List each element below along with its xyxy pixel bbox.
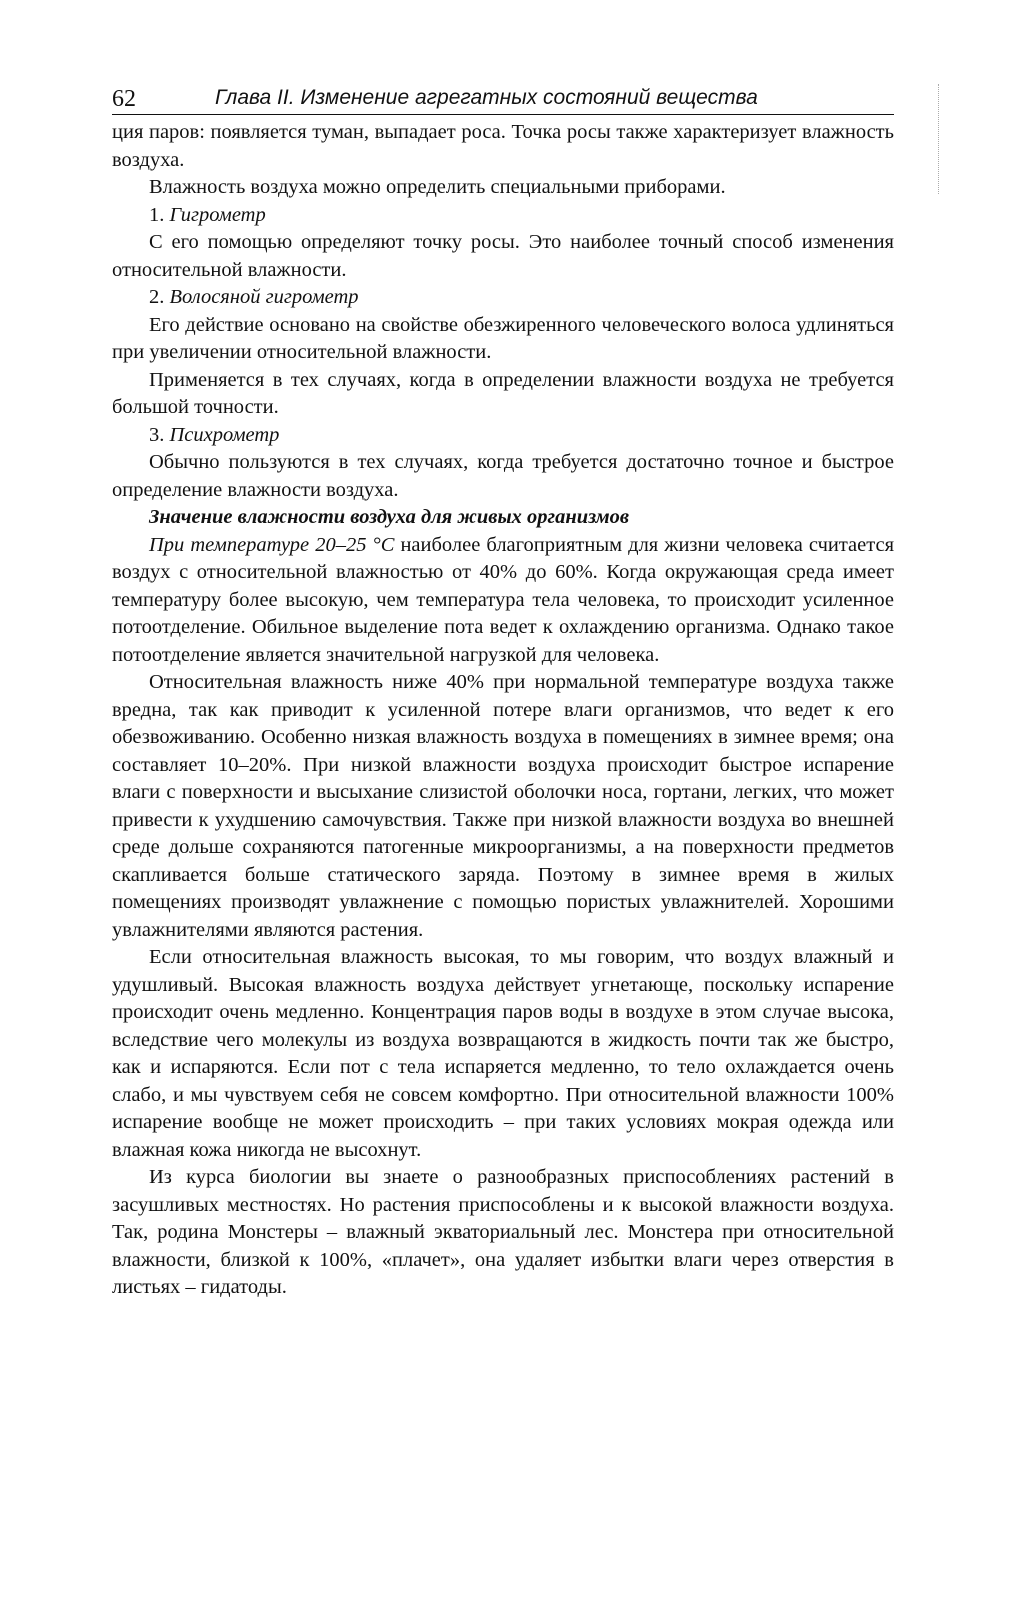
page-number: 62 <box>112 86 136 112</box>
paragraph: ция паров: появляется туман, выпадает роса. Точка росы также характеризует влажность воздуха. <box>112 121 894 171</box>
paragraph: Из курса биологии вы знаете о разнообразных приспособлениях растений в засушливых местностях. Но растения приспособлены и к высокой влажности воздуха. Так, родина Монстеры – влажный экваториальный лес. Монстера при относительной влажности, близкой к 100%, «плачет», она удаляет избытки влаги через отверстия в листьях – гидатоды. <box>112 1166 894 1298</box>
paragraph: Относительная влажность ниже 40% при нормальной температуре воздуха также вредна, так как приводит к усиленной потере влаги организмов, что ведет к его обезвоживанию. Особенно низкая влажность воздуха в помещениях в зимнее время; она составляет 10–20%. При низкой влажности воздуха происходит быстрое испарение влаги с поверхности и высыхание слизистой оболочки носа, гортани, легких, что может привести к ухудшению самочувствия. Также при низкой влажности воздуха во внешней среде дольше сохраняются патогенные микроорганизмы, а на поверхности предметов скапливается больше статического заряда. Поэтому в зимнее время в жилых помещениях производят увлажнение с помощью пористых увлажнителей. Хорошими увлажнителями являются растения. <box>112 671 894 941</box>
paragraph: Его действие основано на свойстве обезжиренного человеческого волоса удлиняться при увеличении относительной влажности. <box>112 313 894 363</box>
paragraph: Обычно пользуются в тех случаях, когда требуется достаточно точное и быстрое определение влажности воздуха. <box>112 451 894 501</box>
list-item-hygrometer <box>112 202 894 230</box>
list-item-number: 1. <box>149 203 170 226</box>
paragraph: Если относительная влажность высокая, то мы говорим, что воздух влажный и удушливый. Высокая влажность воздуха действует угнетающе, поскольку испарение происходит очень медленно. Концентрация паров воды в воздухе в этом случае высока, вследствие чего молекулы из воздуха возвращаются в жидкость почти так же быстро, как и испаряются. Если пот с тела испаряется медленно, то тело охлаждается очень слабо, и мы чувствуем себя не совсем комфортно. При относительной влажности 100% испарение вообще не может происходить – при таких условиях мокрая одежда или влажная кожа никогда не высохнут. <box>112 946 894 1161</box>
paragraph <box>112 532 894 670</box>
body-text <box>112 119 894 1302</box>
paragraph: Влажность воздуха можно определить специальными приборами. <box>149 176 726 198</box>
paragraph: Применяется в тех случаях, когда в определении влажности воздуха не требуется большой точности. <box>112 368 894 418</box>
scan-edge-artifact <box>938 84 940 194</box>
paragraph-lead: При температуре 20–25 °С <box>149 533 395 556</box>
list-item-title: Психрометр <box>169 423 280 446</box>
list-item-psychrometer <box>112 422 894 450</box>
list-item-title: Гигрометр <box>169 203 266 226</box>
list-item-number: 2. <box>149 286 170 308</box>
section-heading: Значение влажности воздуха для живых организмов <box>149 506 630 528</box>
chapter-title: Глава II. Изменение агрегатных состояний вещества <box>215 86 758 109</box>
paragraph-rest: наиболее благоприятным для жизни человека считается воздух с относительной влажностью от 40% до 60%. Когда окружающая среда имеет температуру более высокую, чем температура тела человека, то происходит усиленное потоотделение. Обильное выделение пота ведет к охлаждению организма. Однако такое потоотделение является значительной нагрузкой для человека. <box>112 533 894 666</box>
list-item-hair-hygrometer <box>112 284 894 312</box>
paragraph: С его помощью определяют точку росы. Это наиболее точный способ изменения относительной влажности. <box>112 231 894 281</box>
book-page <box>112 80 894 1302</box>
list-item-number: 3. <box>149 423 170 446</box>
list-item-title: Волосяной гигрометр <box>169 286 359 308</box>
page-header <box>112 80 894 115</box>
